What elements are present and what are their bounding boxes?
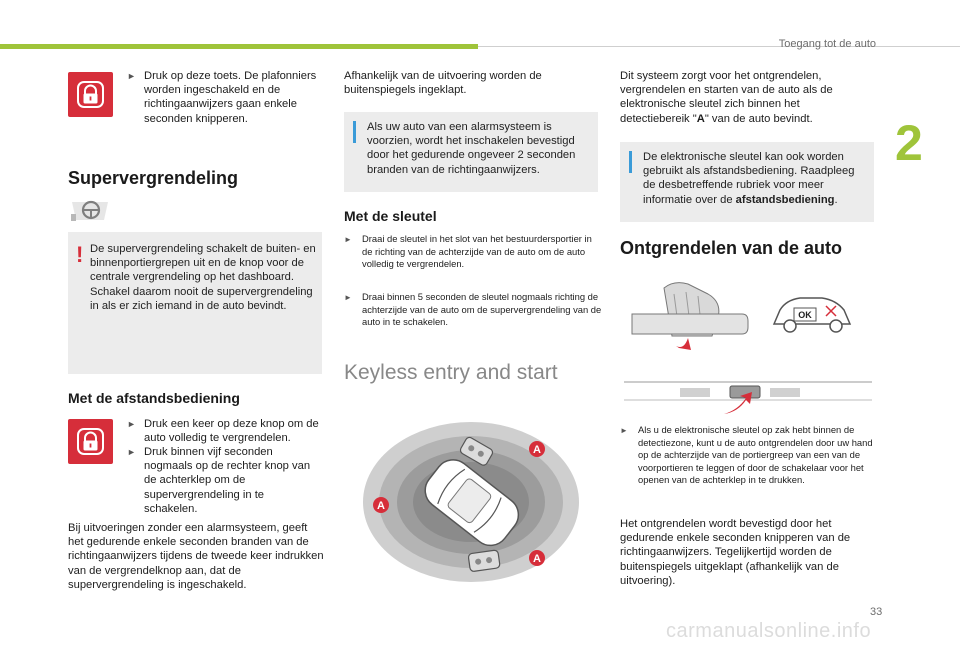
key-bullet-1: Draai de sleutel in het slot van het bestuurdersportier in de richting van de achterzijde van de auto om de auto volledig te vergrendelen. [362,233,592,270]
hand-door-handle-figure [630,280,750,372]
watermark: carmanualsonline.info [666,620,872,642]
warning-icon: ! [76,242,84,267]
intro-bullet-text: Druk op deze toets. De plafonniers worden ingeschakeld en de richtingaanwijzers gaan enkele seconden knipperen. [144,70,317,125]
afstandsbediening-title: Met de afstandsbediening [68,390,240,406]
header-rule [478,46,960,47]
met-de-sleutel-title: Met de sleutel [344,208,437,224]
car-top-view-figure [362,416,580,584]
lock-icon [68,419,113,464]
lock-icon [68,72,113,117]
key-bullet-2: Draai binnen 5 seconden de sleutel nogmaals richting de achterzijde van de auto om de supervergrendeling van de auto in te schakelen. [362,291,602,328]
lock-button-icon [68,419,113,464]
chapter-number: 2 [895,115,923,171]
keyless-title: Keyless entry and start [344,361,558,384]
tailgate-switch-figure [620,376,876,418]
alarm-info-text: Als uw auto van een alarmsysteem is voorzien, wordt het inschakelen bevestigd door het gedurende ongeveer 2 seconden branden van de richtingaanwijzers. [367,121,576,176]
lock-button-icon [68,72,113,117]
remote-info-box [620,142,874,222]
info-icon [353,121,356,143]
zone-label-a: A [377,500,385,512]
warning-text: De supervergrendeling schakelt de buiten- en binnenportiergrepen uit en de knop voor de centrale vergrendeling op het dashboard. Schakel daarom nooit de supervergrendeling in als er zich iemand in de auto bevindt. [90,243,316,312]
supervergrendeling-title: Supervergrendeling [68,168,239,188]
section-title: Toegang tot de auto [778,38,876,50]
bullet-icon: ► [127,419,136,429]
remote-info-text: De elektronische sleutel kan ook worden gebruikt als afstandsbediening. Raadpleeg de desbetreffende rubriek voor meer informatie over de afstandsbediening. [643,151,855,206]
bullet-icon: ► [344,293,352,302]
bullet-icon: ► [620,426,628,435]
bullet-icon: ► [127,71,136,81]
closing-paragraph: Bij uitvoeringen zonder een alarmsysteem, geeft het gedurende enkele seconden branden van de richtingaanwijzers tijdens de tweede keer indrukken van de vergrendelknop aan, dat de supervergrendeling is ingeschakeld. [68,522,324,591]
bullet-icon: ► [127,447,136,457]
confirm-paragraph: Het ontgrendelen wordt bevestigd door het gedurende enkele seconden knipperen van de richtingaanwijzers. Tegelijkertijd worden de buitenspiegels uitgeklapt (afhankelijk van de uitvoering). [620,518,851,587]
remote-bullet-2: Druk binnen vijf seconden nogmaals op de rechter knop van de achterklep om de supervergrendeling in te schakelen. [144,446,311,515]
header-accent-bar [0,44,478,49]
page-number: 33 [870,606,883,618]
mirrors-text: Afhankelijk van de uitvoering worden de buitenspiegels ingeklapt. [344,70,542,97]
remote-bullet-1: Druk een keer op deze knop om de auto volledig te vergrendelen. [144,418,319,445]
car-door-ok-figure [770,290,856,336]
zone-label-a: A [533,553,541,565]
warning-box [68,232,322,374]
system-text: Dit systeem zorgt voor het ontgrendelen, vergrendelen en starten van de auto als de elektronische sleutel zich binnen het detectiebereik "A" van de auto bevindt. [620,70,833,125]
ontgrendelen-title: Ontgrendelen van de auto [620,238,843,258]
info-icon [629,151,632,173]
zone-label-a: A [533,444,541,456]
unlock-bullet: Als u de elektronische sleutel op zak hebt binnen de detectiezone, kunt u de auto ontgrendelen door uw hand op de achterzijde van de portiergreep van een van de voorportieren te leggen of door de schakelaar voor het openen van de achterklep in te drukken. [638,424,873,486]
bullet-icon: ► [344,235,352,244]
ok-label: OK [798,310,812,320]
alarm-info-box [344,112,598,192]
steering-wheel-icon [68,196,112,224]
